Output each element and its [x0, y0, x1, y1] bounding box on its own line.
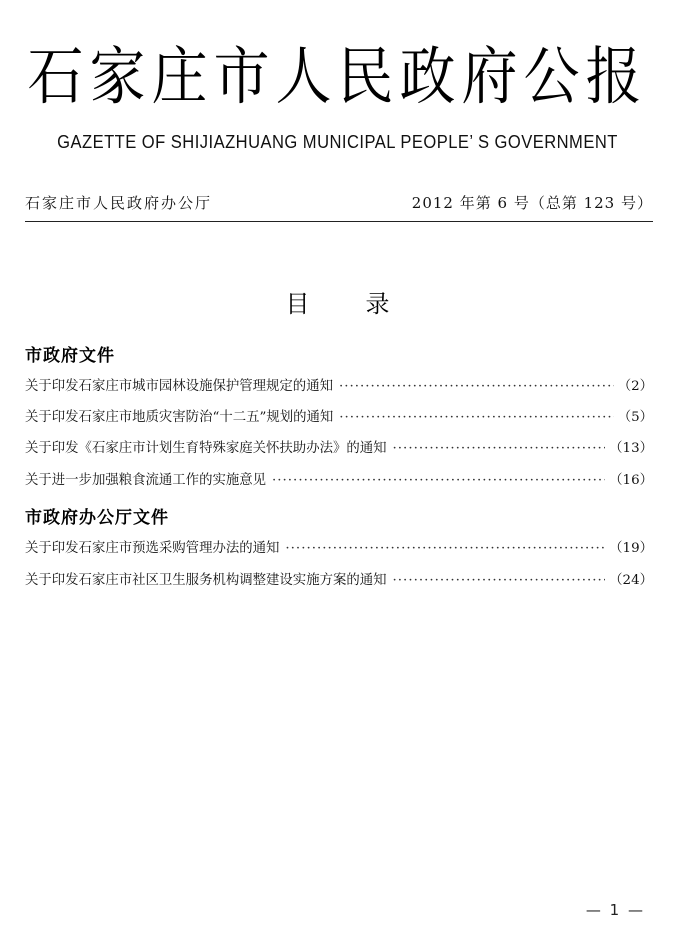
- toc-item[interactable]: [25, 469, 653, 491]
- toc-item-title: 关于印发石家庄市地质灾害防治“十二五”规划的通知: [25, 410, 334, 425]
- toc-item[interactable]: [25, 569, 653, 591]
- issuer: 石家庄市人民政府办公厅: [25, 194, 213, 212]
- toc-dot-leader: [393, 573, 606, 588]
- toc-item-title: 关于进一步加强粮食流通工作的实施意见: [25, 473, 267, 488]
- toc-dot-leader: [339, 379, 614, 394]
- toc-item[interactable]: [25, 537, 653, 559]
- toc-dot-leader: [285, 541, 605, 556]
- toc-dot-leader: [393, 441, 606, 456]
- issue-info-row: [25, 192, 653, 216]
- toc-item[interactable]: [25, 406, 653, 428]
- header-divider: [25, 221, 653, 222]
- masthead: [0, 40, 675, 116]
- toc-item[interactable]: [25, 437, 653, 459]
- toc-item-title: 关于印发石家庄市城市园林设施保护管理规定的通知: [25, 379, 333, 394]
- toc-item-page: （16）: [609, 473, 653, 488]
- masthead-english-subtitle: GAZETTE OF SHIJIAZHUANG MUNICIPAL PEOPLE’ S GOVERNMENT: [57, 132, 618, 152]
- toc-item-page: （5）: [617, 410, 653, 425]
- toc-item-title: 关于印发石家庄市预选采购管理办法的通知: [25, 541, 280, 556]
- toc-item-title: 关于印发石家庄市社区卫生服务机构调整建设实施方案的通知: [25, 573, 387, 588]
- toc-dot-leader: [272, 473, 605, 488]
- toc-heading: 目录: [285, 290, 446, 318]
- toc-item-title: 关于印发《石家庄市计划生育特殊家庭关怀扶助办法》的通知: [25, 441, 387, 456]
- toc-item-page: （13）: [609, 441, 653, 456]
- page-number: — 1 —: [585, 901, 645, 919]
- toc-item-page: （24）: [609, 573, 653, 588]
- toc-dot-leader: [339, 410, 613, 425]
- masthead-title: 石家庄市人民政府公报: [27, 41, 648, 114]
- toc-item[interactable]: [25, 375, 653, 397]
- issue-number: 2012 年第 6 号（总第 123 号）: [411, 194, 653, 212]
- toc-item-page: （2）: [617, 379, 653, 394]
- section-heading-general-office: 市政府办公厅文件: [25, 508, 169, 528]
- toc-item-page: （19）: [609, 541, 653, 556]
- section-heading-municipal-government: 市政府文件: [25, 346, 115, 366]
